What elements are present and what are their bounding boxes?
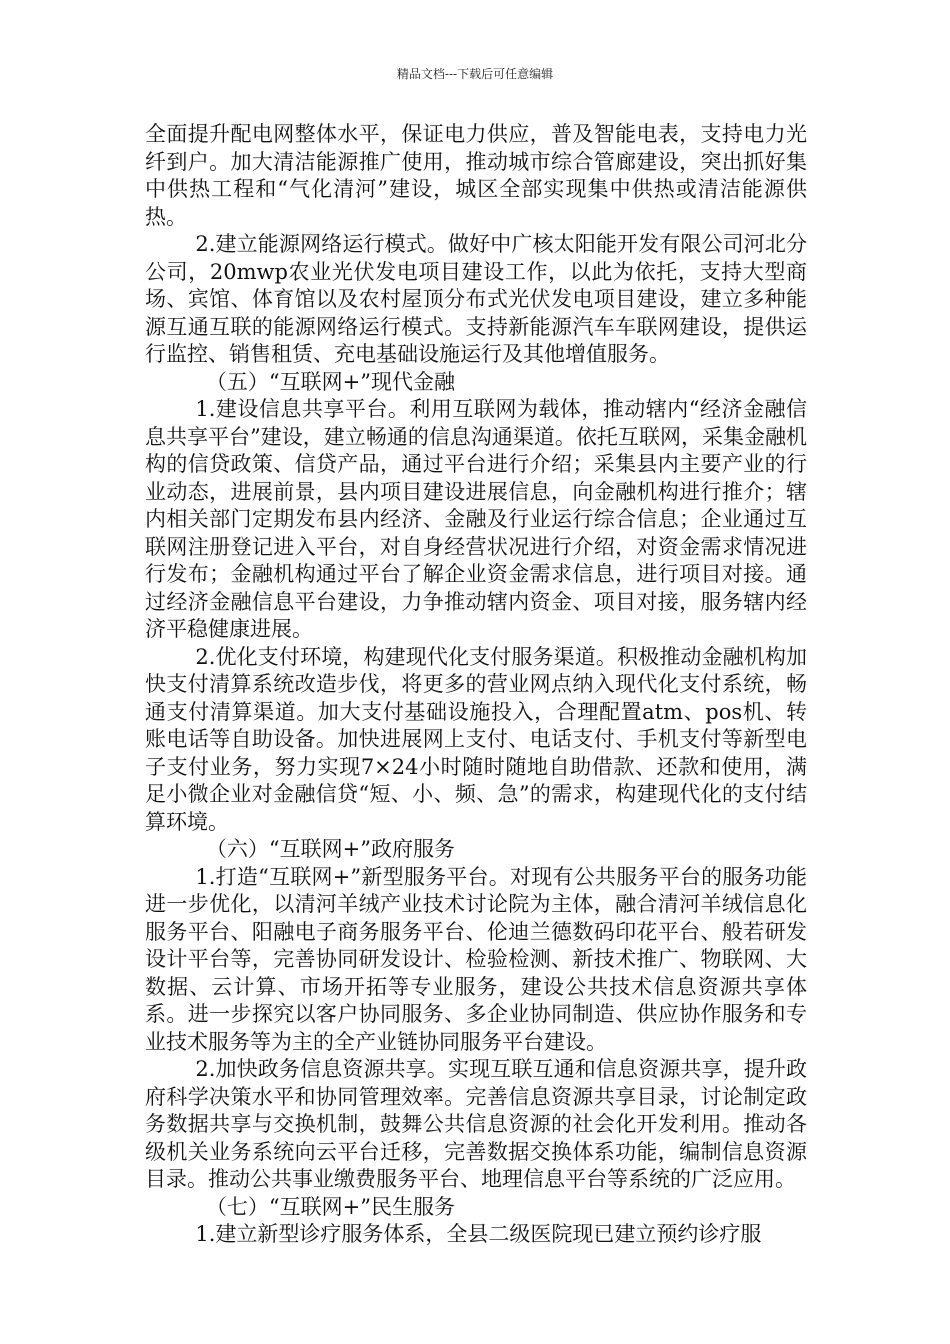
paragraph-medical-service: 1.建立新型诊疗服务体系，全县二级医院现已建立预约诊疗服	[195, 1222, 762, 1246]
paragraph-government-info-sharing: 2.加快政务信息资源共享。实现互联互通和信息资源共享，提升政府科学决策水平和协同管理效率。完善信息资源共享目录，讨论制定政务数据共享与交换机制，鼓舞公共信息资源的社会化开发利用。推动各级机关业务系统向云平台迁移，完善数据交换体系功能，编制信息资源目录。推动公共事业缴费服务平台、地理信息平台等系统的广泛应用。	[145, 1057, 807, 1191]
section-heading-livelihood: （七）“互联网+”民生服务	[205, 1194, 455, 1219]
paragraph-payment-environment: 2.优化支付环境，构建现代化支付服务渠道。积极推动金融机构加快支付清算系统改造步伐，将更多的营业网点纳入现代化支付系统，畅通支付清算渠道。加大支付基础设施投入，合理配置atm、pos机、转账电话等自助设备。加快进展网上支付、电话支付、手机支付等新型电子支付业务，努力实现7×24小时随时随地自助借款、还款和使用，满足小微企业对金融信贷“短、小、频、急”的需求，构建现代化的支付结算环境。	[145, 644, 807, 834]
section-heading-finance: （五）“互联网+”现代金融	[205, 369, 455, 394]
paragraph-energy-network-model: 2.建立能源网络运行模式。做好中广核太阳能开发有限公司河北分公司，20mwp农业光伏发电项目建设工作，以此为依托，支持大型商场、宾馆、体育馆以及农村屋顶分布式光伏发电项目建设，建立多种能源互通互联的能源网络运行模式。支持新能源汽车车联网建设，提供运行监控、销售租赁、充电基础设施运行及其他增值服务。	[145, 232, 807, 366]
document-body	[145, 121, 807, 1249]
paragraph-service-platform: 1.打造“互联网+”新型服务平台。对现有公共服务平台的服务功能进一步优化，以清河羊绒产业技术讨论院为主体，融合清河羊绒信息化服务平台、阳融电子商务服务平台、伦迪兰德数码印花平台、般若研发设计平台等，完善协同研发设计、检验检测、新技术推广、物联网、大数据、云计算、市场开拓等专业服务，建设公共技术信息资源共享体系。进一步探究以客户协同服务、多企业协同制造、供应协作服务和专业技术服务等为主的全产业链协同服务平台建设。	[145, 864, 807, 1054]
page-header: 精品文档---下载后可任意编辑	[396, 67, 554, 81]
section-heading-government: （六）“互联网+”政府服务	[205, 837, 455, 861]
paragraph-energy-grid-continuation: 全面提升配电网整体水平，保证电力供应，普及智能电表，支持电力光纤到户。加大清洁能源推广使用，推动城市综合管廊建设，突出抓好集中供热工程和“气化清河”建设，城区全部实现集中供热或清洁能源供热。	[145, 122, 807, 229]
paragraph-info-sharing-platform: 1.建设信息共享平台。利用互联网为载体，推动辖内“经济金融信息共享平台”建设，建立畅通的信息沟通渠道。依托互联网，采集金融机构的信贷政策、信贷产品，通过平台进行介绍；采集县内主要产业的行业动态，进展前景，县内项目建设进展信息，向金融机构进行推介；辖内相关部门定期发布县内经济、金融及行业运行综合信息；企业通过互联网注册登记进入平台，对自身经营状况进行介绍，对资金需求情况进行发布；金融机构通过平台了解企业资金需求信息，进行项目对接。通过经济金融信息平台建设，力争推动辖内资金、项目对接，服务辖内经济平稳健康进展。	[145, 397, 807, 641]
